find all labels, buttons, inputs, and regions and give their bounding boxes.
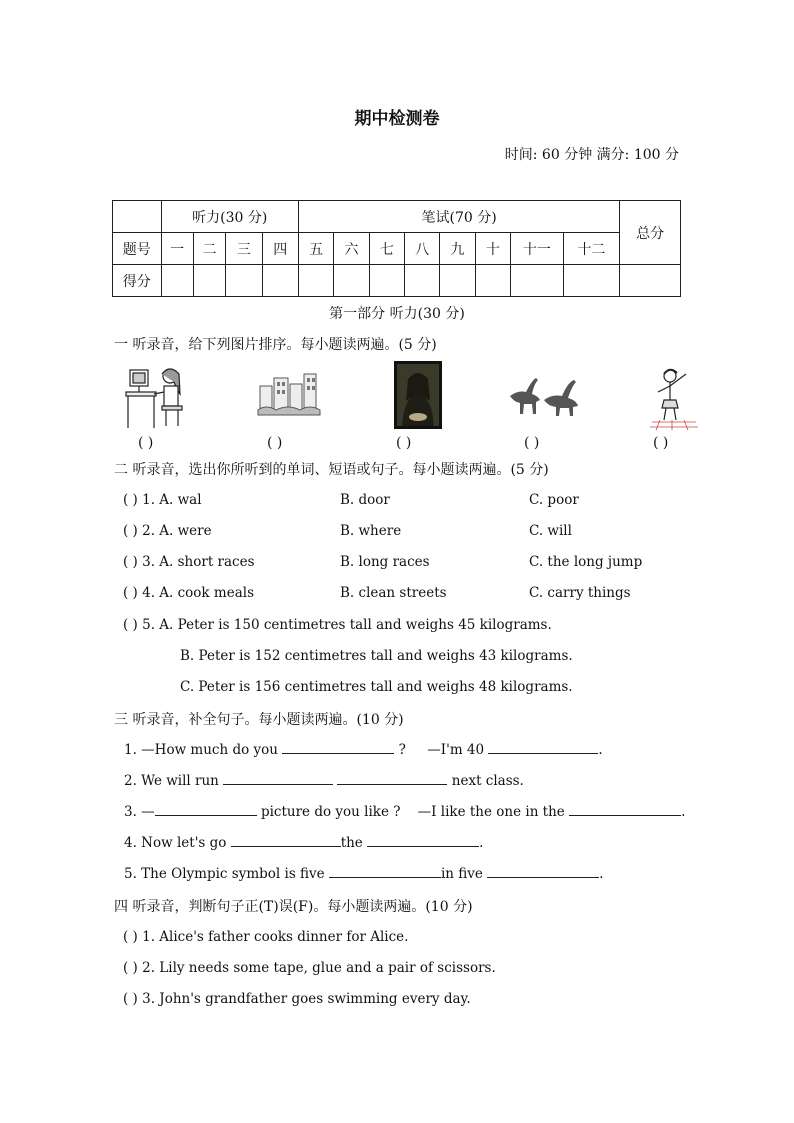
total-label: 总分: [620, 201, 681, 265]
judge-item: ( ) 1. Alice's father cooks dinner for Alice.: [123, 929, 409, 945]
score-cell[interactable]: [563, 265, 620, 297]
girl-computer-picture: [124, 364, 190, 432]
section3-heading: 三 听录音，补全句子。每小题读两遍。(10 分): [114, 712, 404, 728]
choice-item-prefix: ( ) 4. A. cook meals: [123, 585, 254, 601]
column-header: 四: [262, 233, 298, 265]
answer-paren[interactable]: ( ): [267, 435, 283, 451]
column-header: 十: [475, 233, 510, 265]
fill-sentence-5: 5. The Olympic symbol is five in five .: [124, 866, 604, 882]
fill-sentence-1: 1. —How much do you ? —I'm 40 .: [124, 742, 603, 758]
choice-item-prefix: ( ) 2. A. were: [123, 523, 212, 539]
answer-blank[interactable]: [329, 865, 441, 878]
judge-item: ( ) 3. John's grandfather goes swimming every day.: [123, 991, 471, 1007]
choice-option-b: B. clean streets: [340, 585, 447, 601]
answer-blank[interactable]: [155, 803, 257, 816]
score-table: [112, 200, 681, 297]
judge-item: ( ) 2. Lily needs some tape, glue and a pair of scissors.: [123, 960, 496, 976]
total-score-cell[interactable]: [620, 265, 681, 297]
score-cell[interactable]: [369, 265, 404, 297]
part-one-title: 第一部分 听力(30 分): [329, 306, 465, 322]
score-cell[interactable]: [298, 265, 333, 297]
answer-blank[interactable]: [337, 772, 447, 785]
score-cell[interactable]: [440, 265, 475, 297]
choice-option-b: B. where: [340, 523, 402, 539]
choice-option-b: B. long races: [340, 554, 430, 570]
row-label-number: 题号: [113, 233, 162, 265]
answer-paren[interactable]: ( ): [396, 435, 412, 451]
table-corner-cell: [113, 201, 162, 233]
choice-item-5-c: C. Peter is 156 centimetres tall and weighs 48 kilograms.: [180, 679, 573, 695]
score-cell[interactable]: [193, 265, 225, 297]
score-cell[interactable]: [161, 265, 193, 297]
score-cell[interactable]: [262, 265, 298, 297]
choice-option-c: C. the long jump: [529, 554, 643, 570]
column-header: 八: [405, 233, 440, 265]
fill-sentence-4: 4. Now let's go the .: [124, 835, 484, 851]
fill-sentence-3: 3. — picture do you like ? —I like the one in the .: [124, 804, 686, 820]
choice-item-5-b: B. Peter is 152 centimetres tall and weighs 43 kilograms.: [180, 648, 573, 664]
writing-header: 笔试(70 分): [298, 201, 619, 233]
column-header: 五: [298, 233, 333, 265]
answer-blank[interactable]: [367, 834, 479, 847]
section4-heading: 四 听录音，判断句子正(T)误(F)。每小题读两遍。(10 分): [114, 899, 473, 915]
listening-header: 听力(30 分): [161, 201, 298, 233]
choice-option-c: C. carry things: [529, 585, 631, 601]
column-header: 十二: [563, 233, 620, 265]
answer-paren[interactable]: ( ): [138, 435, 154, 451]
score-cell[interactable]: [511, 265, 564, 297]
column-header: 七: [369, 233, 404, 265]
answer-blank[interactable]: [231, 834, 341, 847]
dinosaurs-picture: [508, 376, 584, 418]
column-header: 一: [161, 233, 193, 265]
score-cell[interactable]: [334, 265, 369, 297]
time-info: 时间: 60 分钟 满分: 100 分: [504, 147, 679, 163]
page-title: 期中检测卷: [354, 109, 440, 129]
answer-blank[interactable]: [488, 741, 598, 754]
answer-blank[interactable]: [569, 803, 681, 816]
city-buildings-picture: [256, 372, 322, 417]
choice-option-b: B. door: [340, 492, 390, 508]
fill-sentence-2: 2. We will run next class.: [124, 773, 524, 789]
score-cell[interactable]: [226, 265, 262, 297]
choice-option-c: C. poor: [529, 492, 579, 508]
column-header: 三: [226, 233, 262, 265]
mona-lisa-picture: [394, 361, 442, 429]
girl-exercising-picture: [650, 364, 698, 430]
choice-item-prefix: ( ) 1. A. wal: [123, 492, 202, 508]
answer-blank[interactable]: [487, 865, 599, 878]
choice-item-5-a: ( ) 5. A. Peter is 150 centimetres tall and weighs 45 kilograms.: [123, 617, 552, 633]
answer-paren[interactable]: ( ): [653, 435, 669, 451]
answer-paren[interactable]: ( ): [524, 435, 540, 451]
answer-blank[interactable]: [282, 741, 394, 754]
section1-heading: 一 听录音，给下列图片排序。每小题读两遍。(5 分): [114, 337, 437, 353]
column-header: 六: [334, 233, 369, 265]
column-header: 二: [193, 233, 225, 265]
choice-item-prefix: ( ) 3. A. short races: [123, 554, 255, 570]
column-header: 十一: [511, 233, 564, 265]
score-cell[interactable]: [475, 265, 510, 297]
score-cell[interactable]: [405, 265, 440, 297]
section2-heading: 二 听录音，选出你所听到的单词、短语或句子。每小题读两遍。(5 分): [114, 462, 549, 478]
answer-blank[interactable]: [223, 772, 333, 785]
choice-option-c: C. will: [529, 523, 572, 539]
row-label-score: 得分: [113, 265, 162, 297]
column-header: 九: [440, 233, 475, 265]
